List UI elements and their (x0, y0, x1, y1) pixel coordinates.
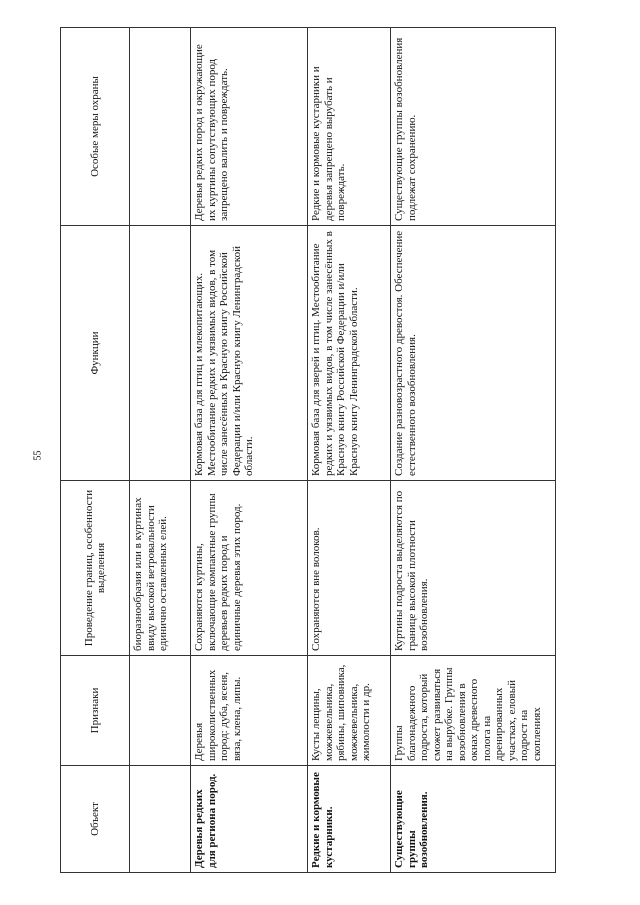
cell-functions: Создание разновозрастного древостоя. Обеспечение естественного возобновления. (391, 226, 556, 481)
cell-boundaries: Сохраняются куртины, включающие компактные группы деревьев редких пород и единичные деревья этих пород. (191, 481, 308, 656)
cell-boundaries: Куртины подроста выделяются по границе высокой плотности возобновления. (391, 481, 556, 656)
protection-table (60, 27, 556, 873)
cell-measures: Существующие группы возобновления подлежат сохранению. (391, 28, 556, 226)
cell-measures: Деревья редких пород и окружающие их куртины сопутствующих пород запрещено валить и повреждать. (191, 28, 308, 226)
cell-functions: Кормовая база для зверей и птиц. Местообитание редких и уязвимых видов, в том числе занесённых в Красную книгу Российской Федерации и/или Красную книгу Ленинградской области. (308, 226, 391, 481)
cell-object (130, 766, 191, 873)
rotated-table-area (60, 28, 582, 873)
cell-functions: Кормовая база для птиц и млекопитающих. Местообитание редких и уязвимых видов, в том числе занесённых в Красную книгу Российской Федерации и/или Красную книгу Ленинградской области. (191, 226, 308, 481)
cell-object: Существующие группы возобновления. (391, 766, 556, 873)
cell-functions (130, 226, 191, 481)
page-number: 55 (32, 450, 44, 461)
header-measures: Особые меры охраны (61, 28, 130, 226)
header-signs: Признаки (61, 656, 130, 766)
table-header-row (61, 28, 130, 873)
cell-object: Редкие и кормовые кустарники. (308, 766, 391, 873)
header-object: Объект (61, 766, 130, 873)
header-functions: Функции (61, 226, 130, 481)
cell-measures: Редкие и кормовые кустарники и деревья запрещено вырубать и повреждать. (308, 28, 391, 226)
cell-signs: Группы благонадежного подроста, который сможет развиваться на вырубке. Группы возобновления в окнах древесного полога на дренированных участках, еловый подрост на скоплениях (391, 656, 556, 766)
cell-signs: Деревья широколиственных пород: дуба, ясеня, вяза, клена, липы. (191, 656, 308, 766)
header-boundaries: Проведение границ, особенности выделения (61, 481, 130, 656)
cell-signs: Кусты лещины, можжевельника, рябины, шиповника, можжевельника, жимолости и др. (308, 656, 391, 766)
cell-boundaries: биоразнообразия или в куртинах ввиду высокой ветровальности единично оставленных елей. (130, 481, 191, 656)
cell-measures (130, 28, 191, 226)
cell-object: Деревья редких для региона пород. (191, 766, 308, 873)
table-row (391, 28, 556, 873)
table-row (308, 28, 391, 873)
table-rotator (60, 28, 582, 873)
table-row (130, 28, 191, 873)
cell-boundaries: Сохраняются вне волоков. (308, 481, 391, 656)
cell-signs (130, 656, 191, 766)
table-row (191, 28, 308, 873)
